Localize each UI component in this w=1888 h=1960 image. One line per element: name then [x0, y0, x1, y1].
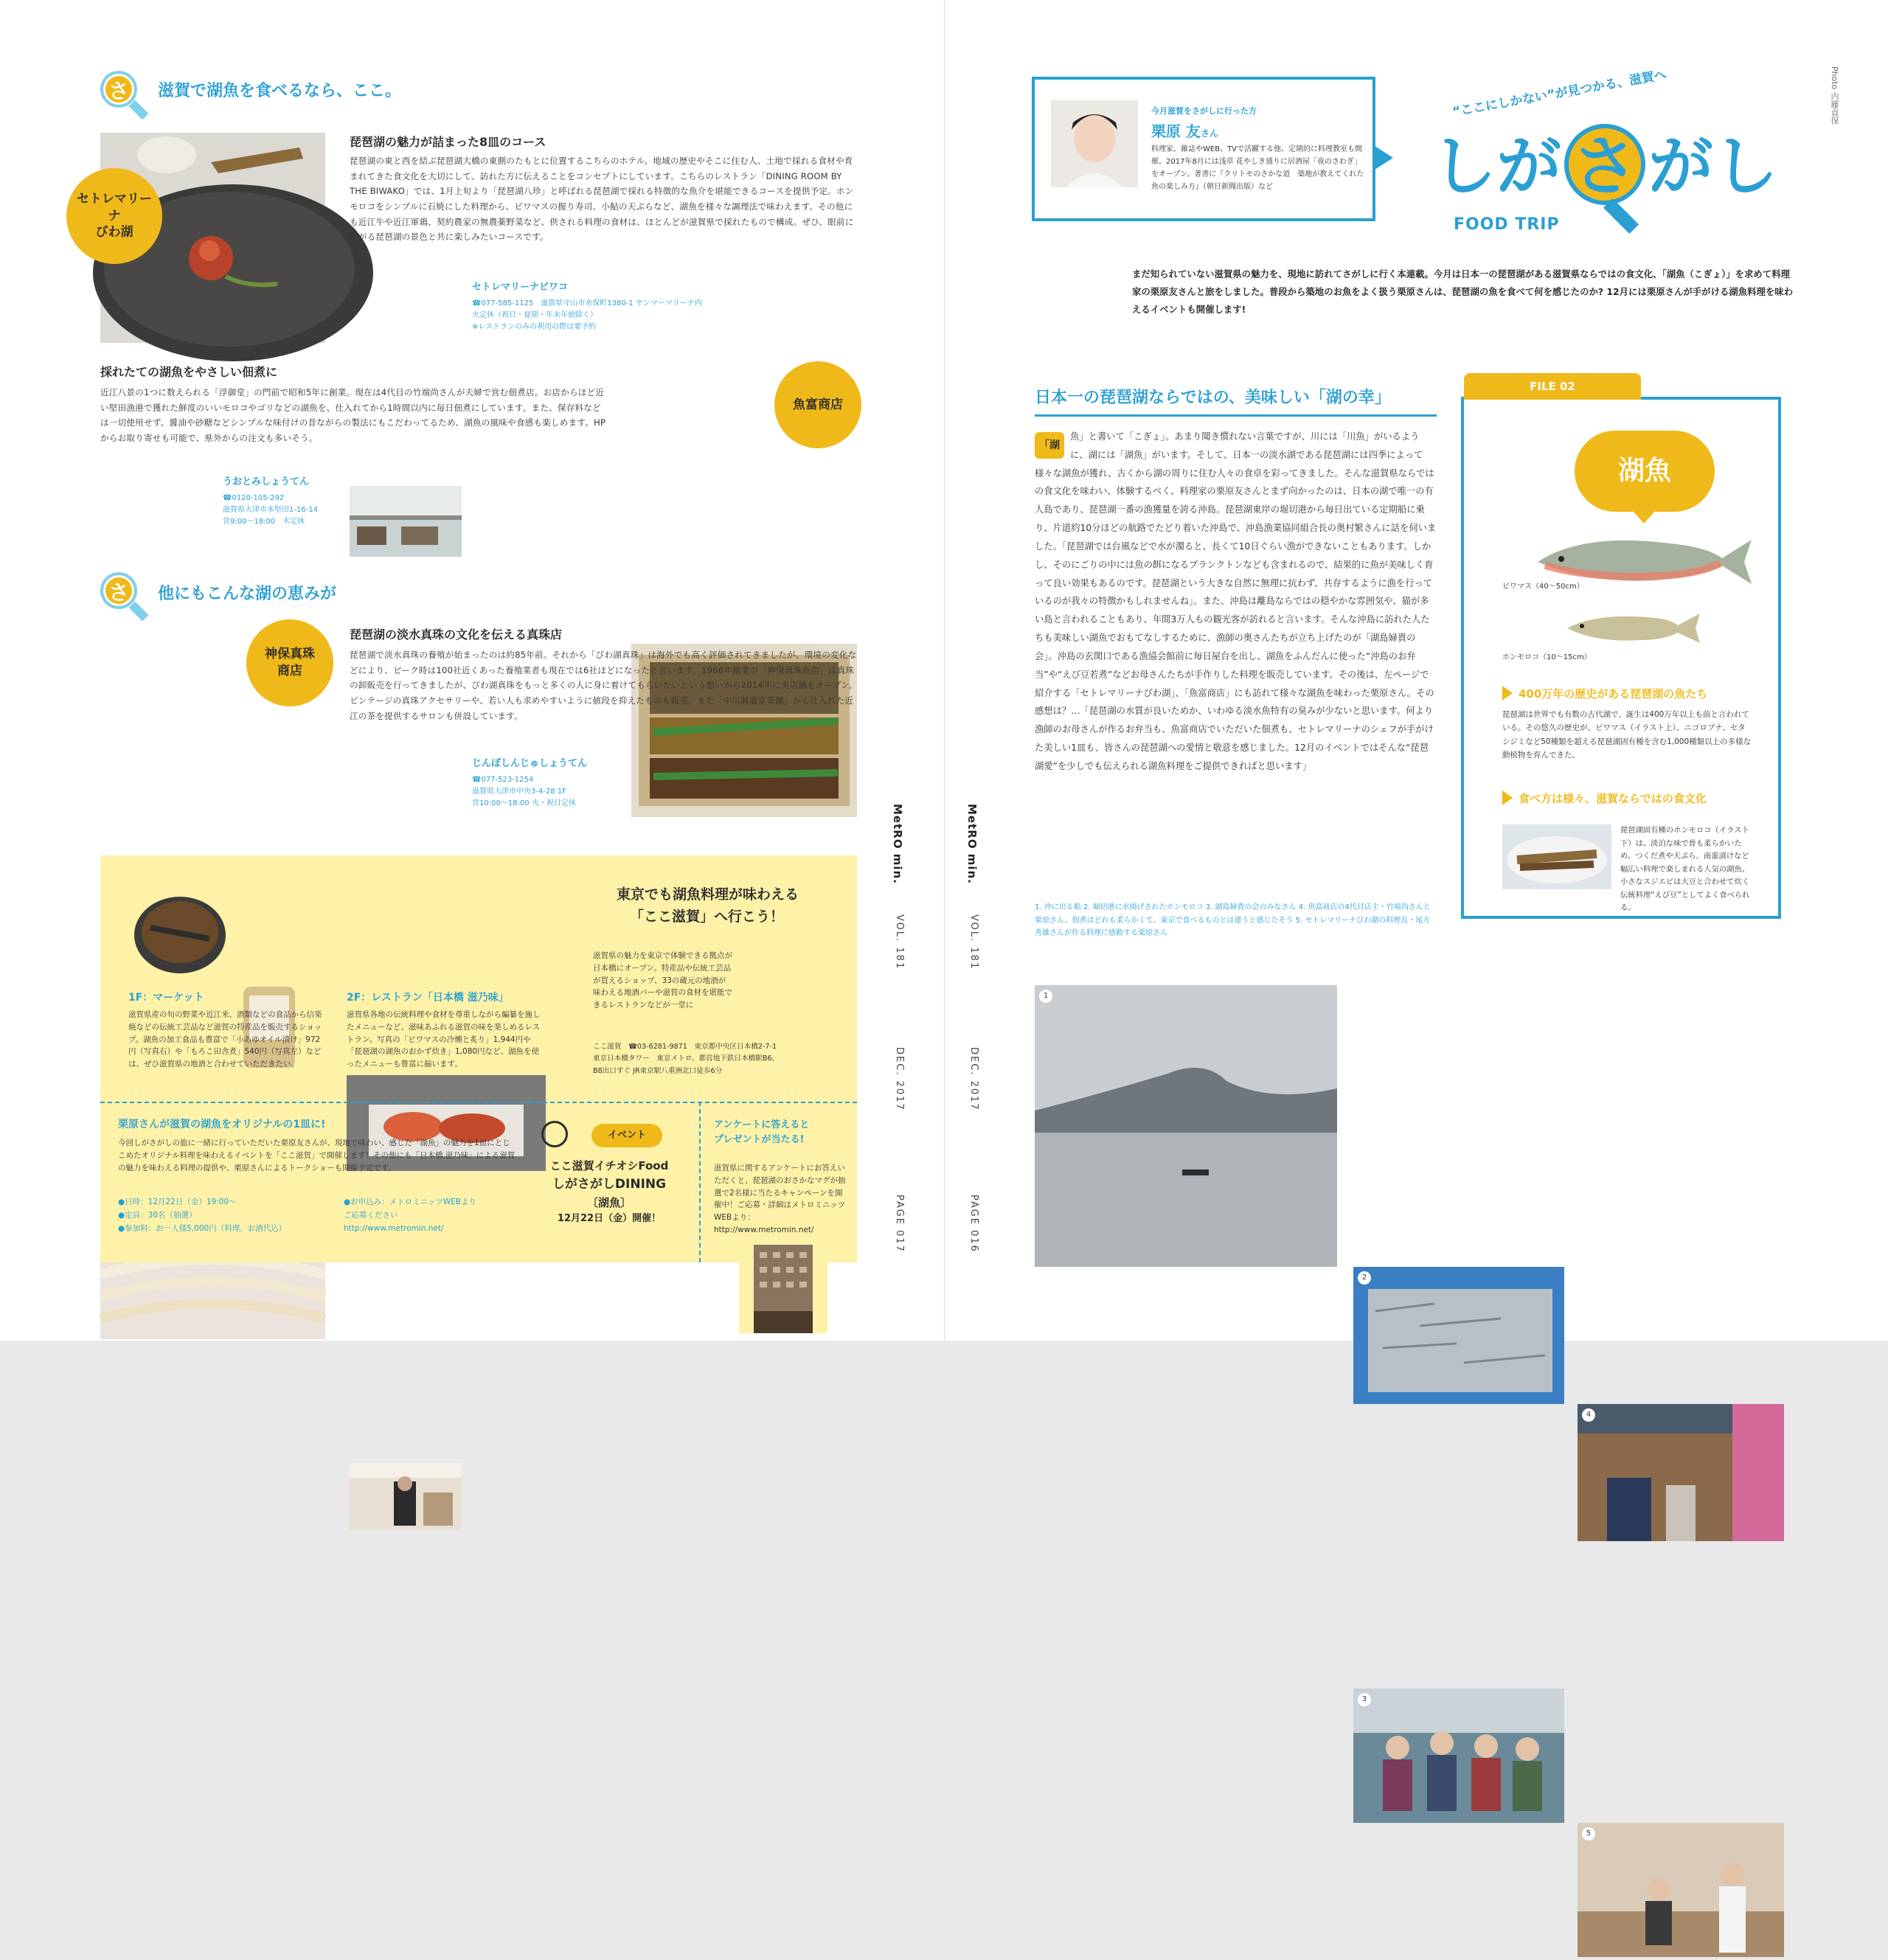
- box-title: 東京でも湖魚料理が味わえる 「ここ滋賀」へ行こう！: [617, 886, 799, 925]
- file-bubble: 湖魚: [1575, 431, 1715, 512]
- photo-number: 3: [1358, 1693, 1371, 1706]
- floor2-body: 滋賀県各地の伝統料理や食材を尊重しながら編纂を施したメニューなど、滋味あふれる滋賀の味を楽しめるレストラン。写真の「ビワマスの冷燻と炙り」1,944円や「琵琶湖の湖魚のおかず炊き」1,080円など、湖魚を使ったメニューも豊富に揃います。: [347, 1010, 541, 1069]
- floor1-body: 滋賀県産の旬の野菜や近江米、酒類などの食品から信楽焼などの伝統工芸品など滋賀の特産品を販売するショップ。湖魚の加工食品も豊富で「小あゆオイル漬け」972円（写真右）や「もろこ田舎煮」540円（写真左）などは、ぜひ滋賀県の地酒と合わせていただきたい。: [128, 1010, 322, 1069]
- jinbo-shop-photo: [350, 1463, 462, 1529]
- kokoshiga-address: ここ滋賀 ☎03-6281-9871 東京都中央区日本橋2-7-1 東京日本橋タワー 東京メトロ、都営地下鉄日本橋駅B6、 B8出口すぐ JR東京駅八重洲北口徒歩6分: [593, 1043, 780, 1075]
- file-heading1: 400万年の歴史がある琵琶湖の魚たち: [1519, 687, 1708, 701]
- magnifier-icon: さ: [100, 71, 137, 108]
- profile-name: 栗原 友さん: [1151, 122, 1218, 140]
- event-heading: 栗原さんが滋賀の湖魚をオリジナルの1皿に!: [118, 1119, 326, 1130]
- avatar: [1051, 100, 1138, 187]
- spine-date-right: DEC. 2017: [968, 1047, 979, 1111]
- jinbo-heading: 琵琶湖の淡水真珠の文化を伝える真珠店: [350, 628, 563, 642]
- jinbo-info: ☎077-523-1254 滋賀県大津市中央3-4-28 1F 営10:00〜18:00 火・祝日定休: [472, 776, 576, 807]
- article-body: 「湖 魚」と書いて「こぎょ」。あまり聞き慣れない言葉ですが、川には「川魚」がいるように、湖には「湖魚」がいます。そして、日本一の淡水湖である琵琶湖には四季によって様々な湖魚が獲れ、古くから湖の周りに住む人々の食卓を彩ってきました。そんな滋賀県ならではの食文化を味わい、体験するべく、料理家の栗原友さんとまず向かったのは、日本の湖で唯一の有人島であり、琵琶湖一番の漁獲量を誇る沖島。琵琶湖東岸の堀切港から毎日出ている定期船に乗り、片道約10分ほどの航路でたどり着いた沖島で、沖島漁業協同組合長の奥村繁さんに話を伺いました。「琵琶湖では台風などで水が濁ると、長くて10日ぐらい漁ができないこともあります。しかし、そのにごりの中には魚の餌になるプランクトンなども含まれるので、結果的に魚が美味しく育って良い効果もあるのです。琵琶湖という大きな自然に無理に抗わず、共存するように漁を行っているのが我々の特徴かもしれませんね」。また、沖島は離島ならではの穏やかな雰囲気や、猫が多い島と言われることもあり、年間3万人もの観光客が訪れると言います。そんな沖島に訪れた人たちも美味しい湖魚でおもてなしするために、漁師の奥さんたちが立ち上げたのが「湖島婦貴の会」。沖島の玄関口である漁協会館前に毎日屋台を出し、湖魚をふんだんに使った“沖島のお弁当”や“えび豆若煮”などお母さんたちが手作りした料理を販売しています。その後は、左ページで紹介する「セトレマリーナびわ湖」、「魚富商店」にも訪れて様々な湖魚を味わった栗原さん。その感想は？…「琵琶湖の水質が良いためか、いわゆる淡水魚特有の臭みが少ないと思います。何より漁師のお母さんが作るお弁当も、魚富商店でいただいた佃煮も、セトレマリーナのシェフが手がけた美しい1皿も、皆さんの琵琶湖への愛情と敬意を感じました。12月のイベントではそんな“琵琶湖愛”を少しでも伝えられる湖魚料理をご提供できればと思います」: [1035, 431, 1437, 771]
- event-body: 今回しがさがしの旅に一緒に行っていただいた栗原友さんが、現地で味わい、感じた「湖魚」の魅力を1皿にとじこめたオリジナル料理を味わえるイベントを「ここ滋賀」で開催します！その他にも「日本橋 滋乃味」による滋賀の魅力を味わえる料理の提供や、栗原さんによるトークショーも開催予定です。: [118, 1139, 516, 1172]
- fish1-label: ビワマス（40〜50cm）: [1502, 583, 1584, 591]
- article-title: 日本一の琵琶湖ならではの、美味しい「湖の幸」: [1035, 389, 1391, 407]
- profile-box: [1032, 77, 1375, 221]
- apply-info: ●お申込み：メトロミニッツWEBより ご応募ください http://www.metromin.net/: [344, 1198, 476, 1233]
- spine-page-right: PAGE 016: [968, 1195, 979, 1253]
- section1-mark: [100, 71, 137, 108]
- metromin-logo-right: MetRO min.: [965, 804, 979, 884]
- survey-body: 滋賀県に関するアンケートにお答えいただくと、琵琶湖のおさかなマグが抽選で2名様に当たるキャンペーンを開催中！ご応募・詳細はメトロミニッツWEBより：http://www.metromin.net/: [714, 1164, 846, 1234]
- seiterri-info-name: セトレマリーナビワコ: [472, 282, 569, 293]
- spine-vol-right: VOL. 181: [968, 914, 979, 970]
- event-details: ●日時：12月22日（金）19:00〜 ●定員：30名（抽選） ●参加料：お一人様5,000円（料理、お酒代込）: [118, 1198, 287, 1233]
- seiterri-info: ☎077-585-1125 滋賀県守山市水保町1380-1 ヤンマーマリーナ内 火定休（祝日・夏期・年末年始除く） ※レストランのみの利用の際は要予約: [472, 299, 702, 331]
- section2-title: 他にもこんな湖の恵みが: [158, 585, 337, 603]
- jinbo-body: 琵琶湖で淡水真珠の養殖が始まったのは約85年前。それから「びわ湖真珠」は海外でも高く評価されてきましたが、環境の変化などにより、ピーク時は100社近くあった養殖業者も現在では6社ほどになったと言います。1966年創業の「神保真珠商店」は真珠の卸販売を行ってきましたが、びわ湖真珠をもっと多くの人に身に着けてもらいたいという想いから2014年に実店舗をオープン。ピンテージの真珠アクセサリーや、若い人も求めやすいように値段を抑えたものも販売。また「中川誠盛堂茶舗」から仕入れた近江の茶を提供するサロンも併設しています。: [350, 650, 858, 721]
- section2-mark: [100, 572, 137, 609]
- photo-2-honmoroko: [1353, 1267, 1564, 1404]
- kokoshiga-building-photo: [739, 1237, 827, 1333]
- intro-text: まだ知られていない滋賀県の魅力を、現地に訪れてさがしに行く本連載。今月は日本一の琵琶湖がある滋賀県ならではの食文化、「湖魚（こぎょ）」を求めて料理家の栗原友さんと旅をしました。普段から築地のお魚をよく扱う栗原さんは、琵琶湖の魚を食べて何を感じたのか? 12月には栗原さんが手がける湖魚料理を味わえるイベントも開催します!: [1132, 268, 1794, 316]
- event-title: ここ滋賀イチオシFood しがさがしDINING 〔湖魚〕 12月22日（金）開催！: [549, 1159, 669, 1224]
- uotomi-heading: 採れたての湖魚をやさしい佃煮に: [100, 365, 278, 379]
- survey-heading: アンケートに答えると プレゼントが当たる!: [714, 1119, 810, 1145]
- uotomi-info-name: うおとみしょうてん: [223, 476, 310, 487]
- magnifier-icon: さ: [100, 572, 137, 609]
- uotomi-info: ☎0120-105-292 滋賀県大津市本堅田1-16-14 営9:00〜18:00 木定休: [223, 494, 319, 526]
- left-page: [0, 0, 944, 1341]
- floor2-label: 2F：レストラン「日本橋 滋乃味」: [347, 992, 509, 1004]
- photo-number: 4: [1582, 1408, 1595, 1422]
- photo-number: 1: [1039, 990, 1052, 1003]
- food-trip-subtitle: FOOD TRIP: [1454, 215, 1560, 234]
- divider: [100, 1102, 857, 1103]
- seiterri-body: 琵琶湖の東と西を結ぶ琵琶湖大橋の東側のたもとに位置するこちらのホテル。地域の歴史やそこに住む人、土地で採れる食材や育まれてきた食文化を大切にして、訪れた方に伝えることをコンセプトにしています。こちらのレストラン「DINING ROOM BY THE BIWAKO」では、1月上旬より「琵琶湖八珍」と呼ばれる琵琶湖で採れる特徴的な魚介を堪能できるコースを提供予定。ホンモロコをシンプルに石焼にした料理から、ビワマスの握り寿司、小鮎の天ぷらなど、湖魚を様々な調理法で味わえます。その他にも近江牛や近江軍鶏、契約農家の無農薬野菜など、供される料理の食材は、ほとんどが滋賀県で採れたもので構成。ぜひ、眼前に広がる琵琶湖の景色と共に楽しみたいコースです。: [350, 156, 854, 243]
- building-body: 滋賀県の魅力を東京で体験できる拠点が日本橋にオープン。特産品や伝統工芸品が買えるショップ、33の蔵元の地酒が味わえる地酒バーや滋賀の食材を堪能できるレストランなどが一堂に: [593, 951, 732, 1010]
- event-badge: イベント: [591, 1124, 662, 1147]
- fish2-label: ホンモロコ（10〜15cm）: [1502, 653, 1592, 661]
- kokoshiga-box: [100, 855, 857, 1262]
- spine-date: DEC. 2017: [894, 1047, 905, 1111]
- ebimame-photo: [1502, 824, 1611, 889]
- bubble-tail: [1372, 145, 1393, 171]
- arrow-icon: [1502, 686, 1513, 701]
- metromin-logo: MetRO min.: [891, 804, 904, 884]
- honmoroko-illustration: [1560, 606, 1707, 653]
- dropcap: 「湖: [1035, 432, 1064, 459]
- file-box: [1461, 380, 1781, 919]
- section1-title: 滋賀で湖魚を食べるなら、ここ。: [158, 82, 402, 100]
- uotomi-body: 近江八景の1つに数えられる「浮御堂」の門前で昭和5年に創業。現在は4代目の竹端尚さんが夫婦で営む佃煮店。お店からほど近い堅田漁港で獲れた鮮度のいいモロコやゴリなどの湖魚を、仕入れてから1時間以内に毎日佃煮にしています。また、保存料などは一切使用せず、醤油や砂糖などシンプルな味付けの昔ながらの製法にもこだわってるため、湖魚の風味や食感も楽しめます。HPからお取り寄せも可能で、県外からの注文も多いそう。: [100, 387, 606, 443]
- profile-body: 料理家。雑誌やWEB、TVで活躍する他、定期的に料理教室も開催。2017年8月には浅草 花やしき通りに居酒屋「夜のさわぎ」をオープン。著書に『クリトモのさかな道 築地が教えてくれた魚の楽しみ方』（朝日新聞出版）など: [1151, 145, 1364, 191]
- market-product-photo-1: [128, 883, 232, 979]
- divider-vertical: [699, 1102, 701, 1262]
- seiterri-heading: 琵琶湖の魅力が詰まった8皿のコース: [350, 135, 546, 149]
- file-body1: 琵琶湖は世界でも有数の古代湖で、誕生は400万年以上も前と言われている。その悠久の歴史が、ビワマス（イラスト上）、ニゴロブナ、セタシジミなど50種類を超える琵琶湖固有種を含む1,000種類以上の多様な動植物を育んできた。: [1502, 710, 1752, 760]
- jinbo-badge: 神保真珠 商店: [246, 619, 333, 706]
- series-title: しが さ がし: [1431, 124, 1778, 205]
- tagline: “ここにしかない”が見つかる、滋賀へ: [1451, 67, 1668, 120]
- jinbo-info-name: じんぼしんじゅしょうてん: [472, 758, 588, 769]
- wreath-icon: [541, 1121, 568, 1147]
- photo-credit: Photo 内藤貞保: [1830, 66, 1839, 125]
- photo-number: 2: [1358, 1271, 1371, 1285]
- file-body2: 琵琶湖固有種のホンモロコ（イラスト下）は、淡泊な味で骨も柔らかいため、つくだ煮や天ぷら、南蛮漬けなど幅広い料理で楽しまれる人気の湖魚。小さなスジエビは大豆と合わせて炊く伝統料理“えび豆”としてよく食べられる。: [1620, 826, 1750, 912]
- spine-vol: VOL. 181: [894, 914, 905, 970]
- file-heading2: 食べ方は様々、滋賀ならではの食文化: [1519, 792, 1707, 805]
- magnifier-icon: さ: [1564, 124, 1645, 205]
- spine-page: PAGE 017: [894, 1195, 905, 1253]
- seiterri-badge: セトレマリーナ びわ湖: [66, 168, 162, 264]
- photo-4-uotomi-shop: [1578, 1404, 1784, 1541]
- arrow-icon: [1502, 790, 1513, 805]
- floor1-label: 1F：マーケット: [128, 992, 204, 1004]
- file-tab: FILE 02: [1464, 373, 1641, 400]
- profile-label: 今月滋賀をさがしに行った方: [1151, 106, 1257, 116]
- photo-3-fishermen-wives: [1353, 1689, 1564, 1823]
- uotomi-badge: 魚富商店: [774, 361, 861, 448]
- right-page: [944, 0, 1888, 1838]
- photo-1-boat: [1035, 985, 1337, 1267]
- photo-5-chef: [1578, 1823, 1784, 1957]
- photo-number: 5: [1582, 1827, 1595, 1841]
- photo-captions: 1. 沖に出る船 2. 堀切港に水揚げされたホンモロコ 3. 湖島婦貴の会のみなさん 4. 魚富商店の4代目店主・竹端尚さんと栗原さん。佃煮はどれも柔らかくて、東京で食べるものとは違うと感じたそう 5. セトレマリーナびわ湖の料理長・尾方秀雄さんが作る料理に感動する栗原さん: [1035, 903, 1431, 937]
